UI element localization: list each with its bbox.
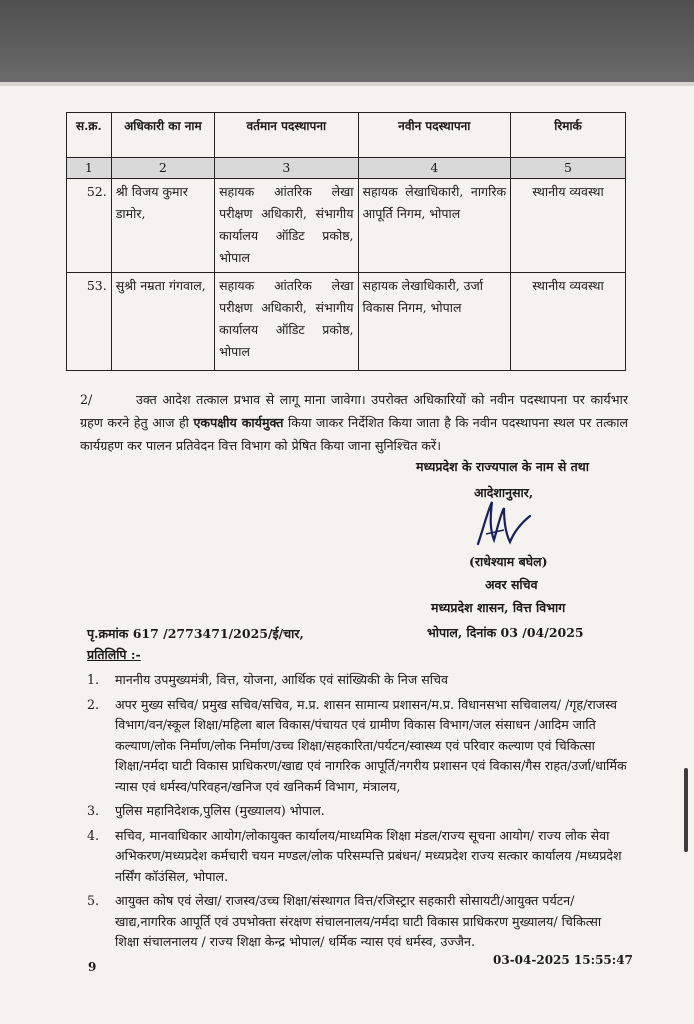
row-current-posting: सहायक आंतरिक लेखा परीक्षण अधिकारी, संभागीय कार्यालय ऑडिट प्रकोष्ठ, भोपाल	[215, 273, 358, 371]
list-item-text: अपर मुख्य सचिव/ प्रमुख सचिव/सचिव, म.प्र. शासन सामान्य प्रशासन/म.प्र. विधानसभा सचिवालय/ /गृह/राजस्व विभाग/वन/स्कूल शिक्षा/महिला बाल विकास/पंचायत एवं ग्रामीण विकास विभाग/जल संसाधन /आदिम जाति कल्याण/लोक निर्माण/लोक निर्माण/उच्च शिक्षा/सहकारिता/पर्यटन/स्वास्थ्य एवं परिवार कल्याण एवं चिकित्सा शिक्षा/नर्मदा घाटी विकास प्राधिकरण/खाद्य एवं नागरिक आपूर्ति/नगरीय प्रशासन एवं विकास/गैस राहत/उर्जा/धार्मिक न्यास एवं धर्मस्व/परिवहन/खनिज एवं खनिकर्म विभाग, मंत्रालय,	[115, 696, 627, 794]
list-item-text: आयुक्त कोष एवं लेखा/ राजस्व/उच्च शिक्षा/संस्थागत वित्त/रजिस्ट्रार सहकारी सोसायटी/आयुक्त पर्यटन/ खाद्य,नागरिक आपूर्ति एवं उपभोक्ता संरक्षण संचालनालय/नर्मदा घाटी विकास प्राधिकरण मुख्यालय/ चिकित्सा शिक्षा संचालनालय / राज्य शिक्षा केन्द्र भोपाल/ धर्मिक न्यास एवं धर्मस्व, उज्जैन.	[115, 893, 602, 949]
list-item	[87, 891, 627, 953]
list-item-text: पुलिस महानिदेशक,पुलिस (मुख्यालय) भोपाल.	[115, 803, 325, 818]
header-new-posting: नवीन पदस्थापना	[358, 113, 511, 158]
row-officer-name: सुश्री नम्रता गंगवाल,	[111, 273, 214, 371]
photo-top-background	[0, 0, 694, 82]
row-sno: 53.	[67, 273, 112, 371]
list-item	[87, 695, 627, 798]
col-num: 5	[511, 158, 626, 179]
paragraph-number: 2/	[80, 392, 93, 407]
list-item	[87, 801, 627, 822]
row-new-posting: सहायक लेखाधिकारी, उर्जा विकास निगम, भोपाल	[358, 273, 511, 371]
copy-heading: प्रतिलिपि :-	[87, 647, 141, 662]
row-new-posting: सहायक लेखाधिकारी, नागरिक आपूर्ति निगम, भोपाल	[358, 179, 511, 273]
list-item	[87, 826, 627, 888]
page-edge	[0, 82, 694, 86]
row-sno: 52.	[67, 179, 112, 273]
list-item-number: 1.	[87, 672, 100, 687]
row-officer-name: श्री विजय कुमार डामोर,	[111, 179, 214, 273]
list-item-number: 3.	[87, 803, 100, 818]
header-sno: स.क्र.	[67, 113, 112, 158]
row-current-posting: सहायक आंतरिक लेखा परीक्षण अधिकारी, संभागीय कार्यालय ऑडिट प्रकोष्ठ, भोपाल	[215, 179, 358, 273]
signatory-designation: अवर सचिव	[485, 577, 538, 592]
col-num: 3	[215, 158, 358, 179]
page-number: 9	[88, 960, 97, 974]
list-item-number: 2.	[87, 696, 100, 712]
header-remark: रिमार्क	[511, 113, 626, 158]
table-row	[67, 179, 626, 273]
endorsement-ref: पृ.क्रमांक 617 /2773471/2025/ई/चार,	[87, 626, 304, 641]
table-header-row	[67, 113, 626, 158]
transfer-table	[66, 112, 626, 371]
col-num: 4	[358, 158, 511, 179]
table-row	[67, 273, 626, 371]
signatory-department: मध्यप्रदेश शासन, वित्त विभाग	[431, 600, 566, 615]
column-number-row	[67, 158, 626, 179]
paragraph-text-1: उक्त आदेश तत्काल प्रभाव से लागू माना जावेगा। उपरोक्त अधिकारियों को नवीन पदस्थापना पर कार्यभार ग्रहण करने हेतु आज ही	[80, 392, 628, 430]
list-item-text: सचिव, मानवाधिकार आयोग/लोकायुक्त कार्यालय/माध्यमिक शिक्षा मंडल/राज्य सूचना आयोग/ राज्य लोक सेवा अभिकरण/मध्यप्रदेश कर्मचारी चयन मण्डल/लोक परिसम्पत्ति प्रबंधन/ मध्यप्रदेश राज्य सत्कार कार्यालय /मध्यप्रदेश नर्सिंग कॉउंसिल, भोपाल.	[115, 827, 622, 884]
paragraph-text-2: किया जाकर निर्देशित किया जाता है कि नवीन पदस्थापना स्थल पर तत्काल कार्यग्रहण कर पालन प्रतिवेदन वित्त विभाग को प्रेषित किया जाना सुनिश्चित करें।	[80, 415, 628, 453]
signatory-name: (राधेश्याम बघेल)	[469, 554, 548, 569]
col-num: 2	[111, 158, 214, 179]
print-timestamp: 03-04-2025 15:55:47	[493, 953, 633, 967]
header-officer-name: अधिकारी का नाम	[111, 113, 214, 158]
list-item-number: 4.	[87, 827, 100, 843]
header-current-posting: वर्तमान पदस्थापना	[215, 113, 358, 158]
paragraph-bold-text: एकपक्षीय कार्यमुक्त	[193, 415, 284, 430]
row-remark: स्थानीय व्यवस्था	[511, 179, 626, 273]
order-paragraph	[80, 388, 628, 457]
col-num: 1	[67, 158, 112, 179]
scrollbar-thumb[interactable]	[684, 768, 688, 852]
handwritten-signature	[470, 496, 540, 556]
list-item	[87, 670, 627, 691]
list-item-text: माननीय उपमुख्यमंत्री, वित्त, योजना, आर्थिक एवं सांख्यिकी के निज सचिव	[115, 672, 449, 687]
copy-list	[87, 670, 627, 957]
governor-line: मध्यप्रदेश के राज्यपाल के नाम से तथा	[416, 459, 589, 474]
list-item-number: 5.	[87, 893, 100, 908]
order-line: आदेशानुसार,	[474, 485, 534, 500]
row-remark: स्थानीय व्यवस्था	[511, 273, 626, 371]
place-date: भोपाल, दिनांक 03 /04/2025	[427, 625, 584, 640]
